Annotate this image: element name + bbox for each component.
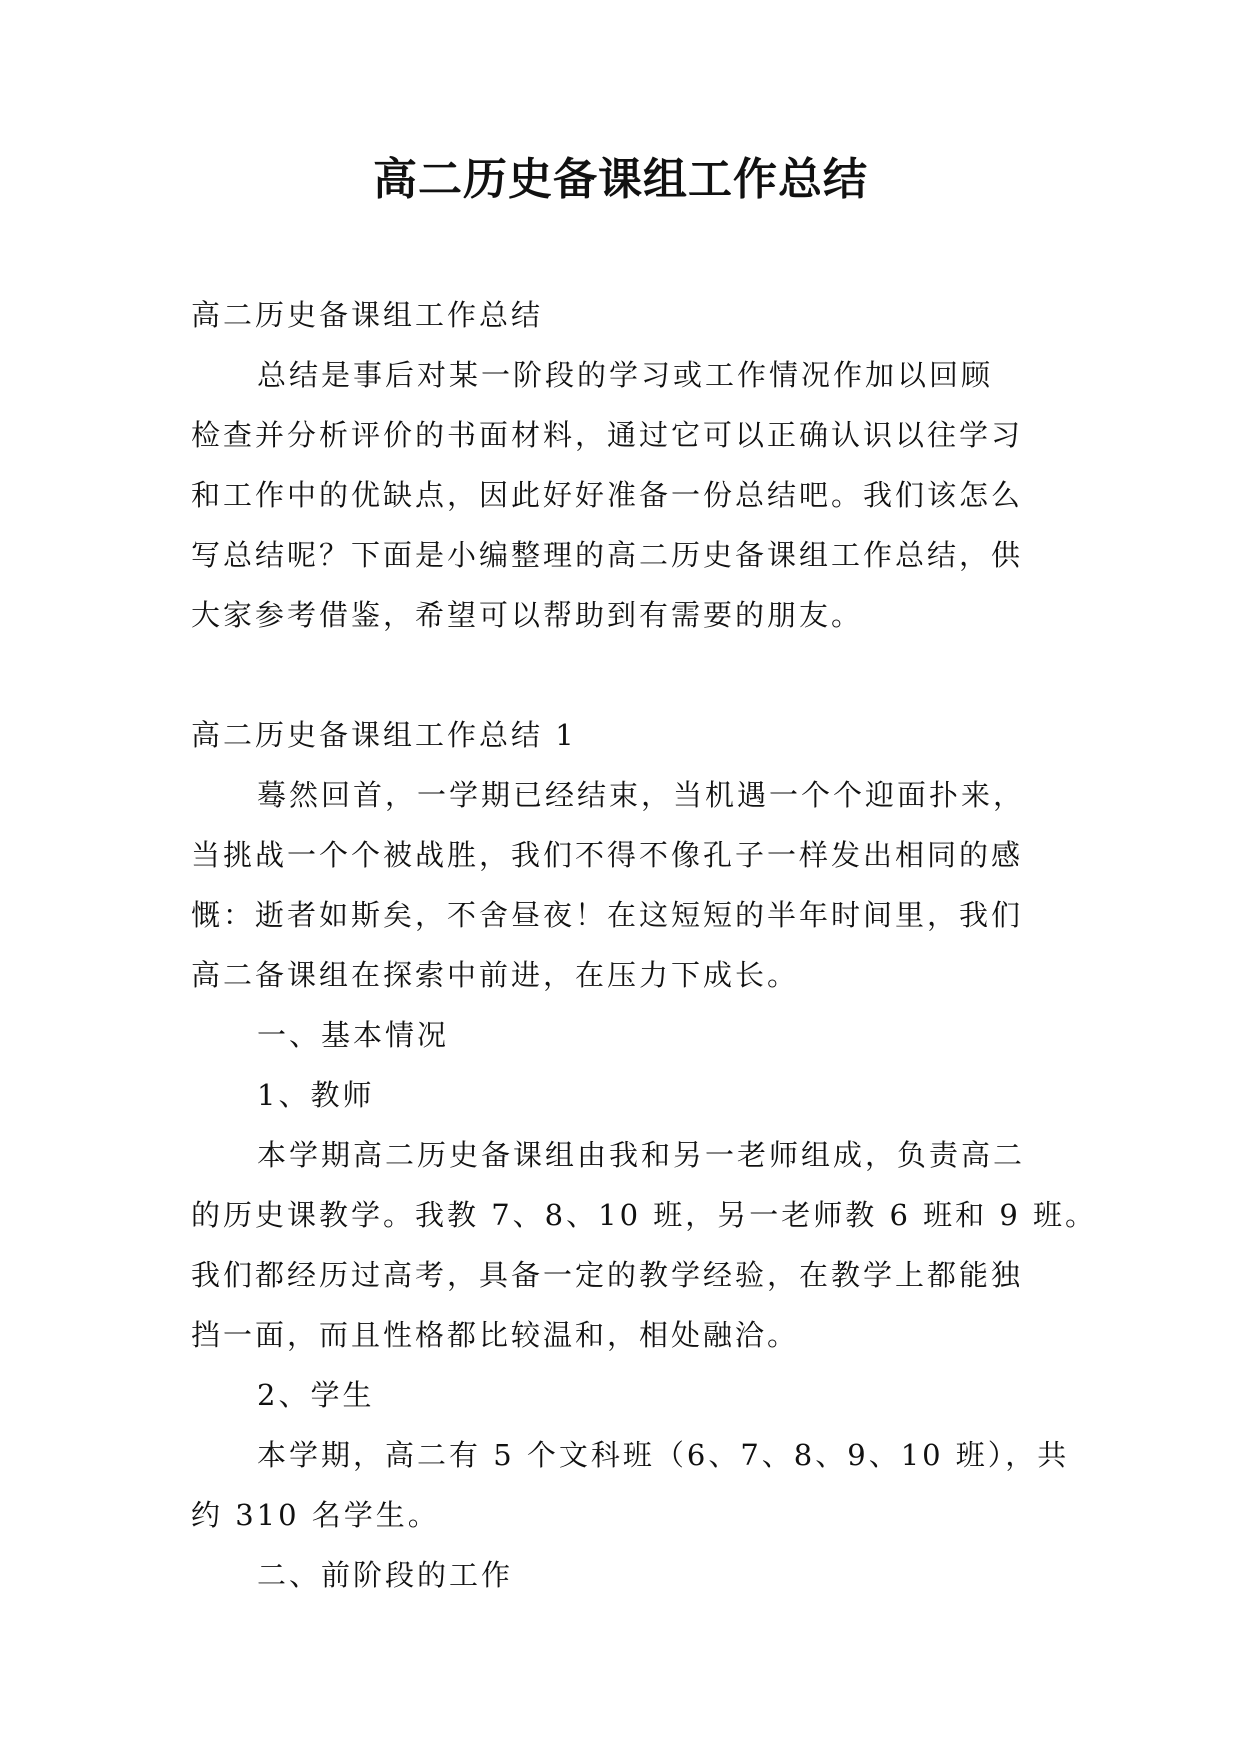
body-line: 总结是事后对某一阶段的学习或工作情况作加以回顾 — [257, 358, 994, 392]
subheading: 1、教师 — [257, 1078, 375, 1112]
subheading: 二、前阶段的工作 — [257, 1558, 514, 1592]
body-line: 和工作中的优缺点，因此好好准备一份总结吧。我们该怎么 — [191, 478, 1024, 512]
body-line: 约 310 名学生。 — [191, 1498, 440, 1532]
subheading: 2、学生 — [257, 1378, 375, 1412]
subheading: 一、基本情况 — [257, 1018, 450, 1052]
body-line: 本学期，高二有 5 个文科班（6、7、8、9、10 班），共 — [257, 1438, 1070, 1472]
document-title: 高二历史备课组工作总结 — [373, 154, 868, 205]
body-line: 蓦然回首，一学期已经结束，当机遇一个个迎面扑来， — [257, 778, 1026, 812]
paragraph-gap — [191, 645, 1051, 705]
body-line: 写总结呢？下面是小编整理的高二历史备课组工作总结，供 — [191, 538, 1024, 572]
body-line: 本学期高二历史备课组由我和另一老师组成，负责高二 — [257, 1138, 1026, 1172]
section-heading: 高二历史备课组工作总结 1 — [191, 718, 577, 752]
body-line: 大家参考借鉴，希望可以帮助到有需要的朋友。 — [191, 598, 864, 632]
body-line: 当挑战一个个被战胜，我们不得不像孔子一样发出相同的感 — [191, 838, 1024, 872]
body-line: 高二备课组在探索中前进，在压力下成长。 — [191, 958, 800, 992]
body-line: 检查并分析评价的书面材料，通过它可以正确认识以往学习 — [191, 418, 1024, 452]
body-line: 我们都经历过高考，具备一定的教学经验，在教学上都能独 — [191, 1258, 1024, 1292]
body-line: 挡一面，而且性格都比较温和，相处融洽。 — [191, 1318, 800, 1352]
section-heading: 高二历史备课组工作总结 — [191, 298, 544, 332]
body-line: 的历史课教学。我教 7、8、10 班，另一老师教 6 班和 9 班。 — [191, 1198, 1098, 1232]
body-line: 慨：逝者如斯矣，不舍昼夜！在这短短的半年时间里，我们 — [191, 898, 1024, 932]
document-body — [191, 285, 1098, 1605]
